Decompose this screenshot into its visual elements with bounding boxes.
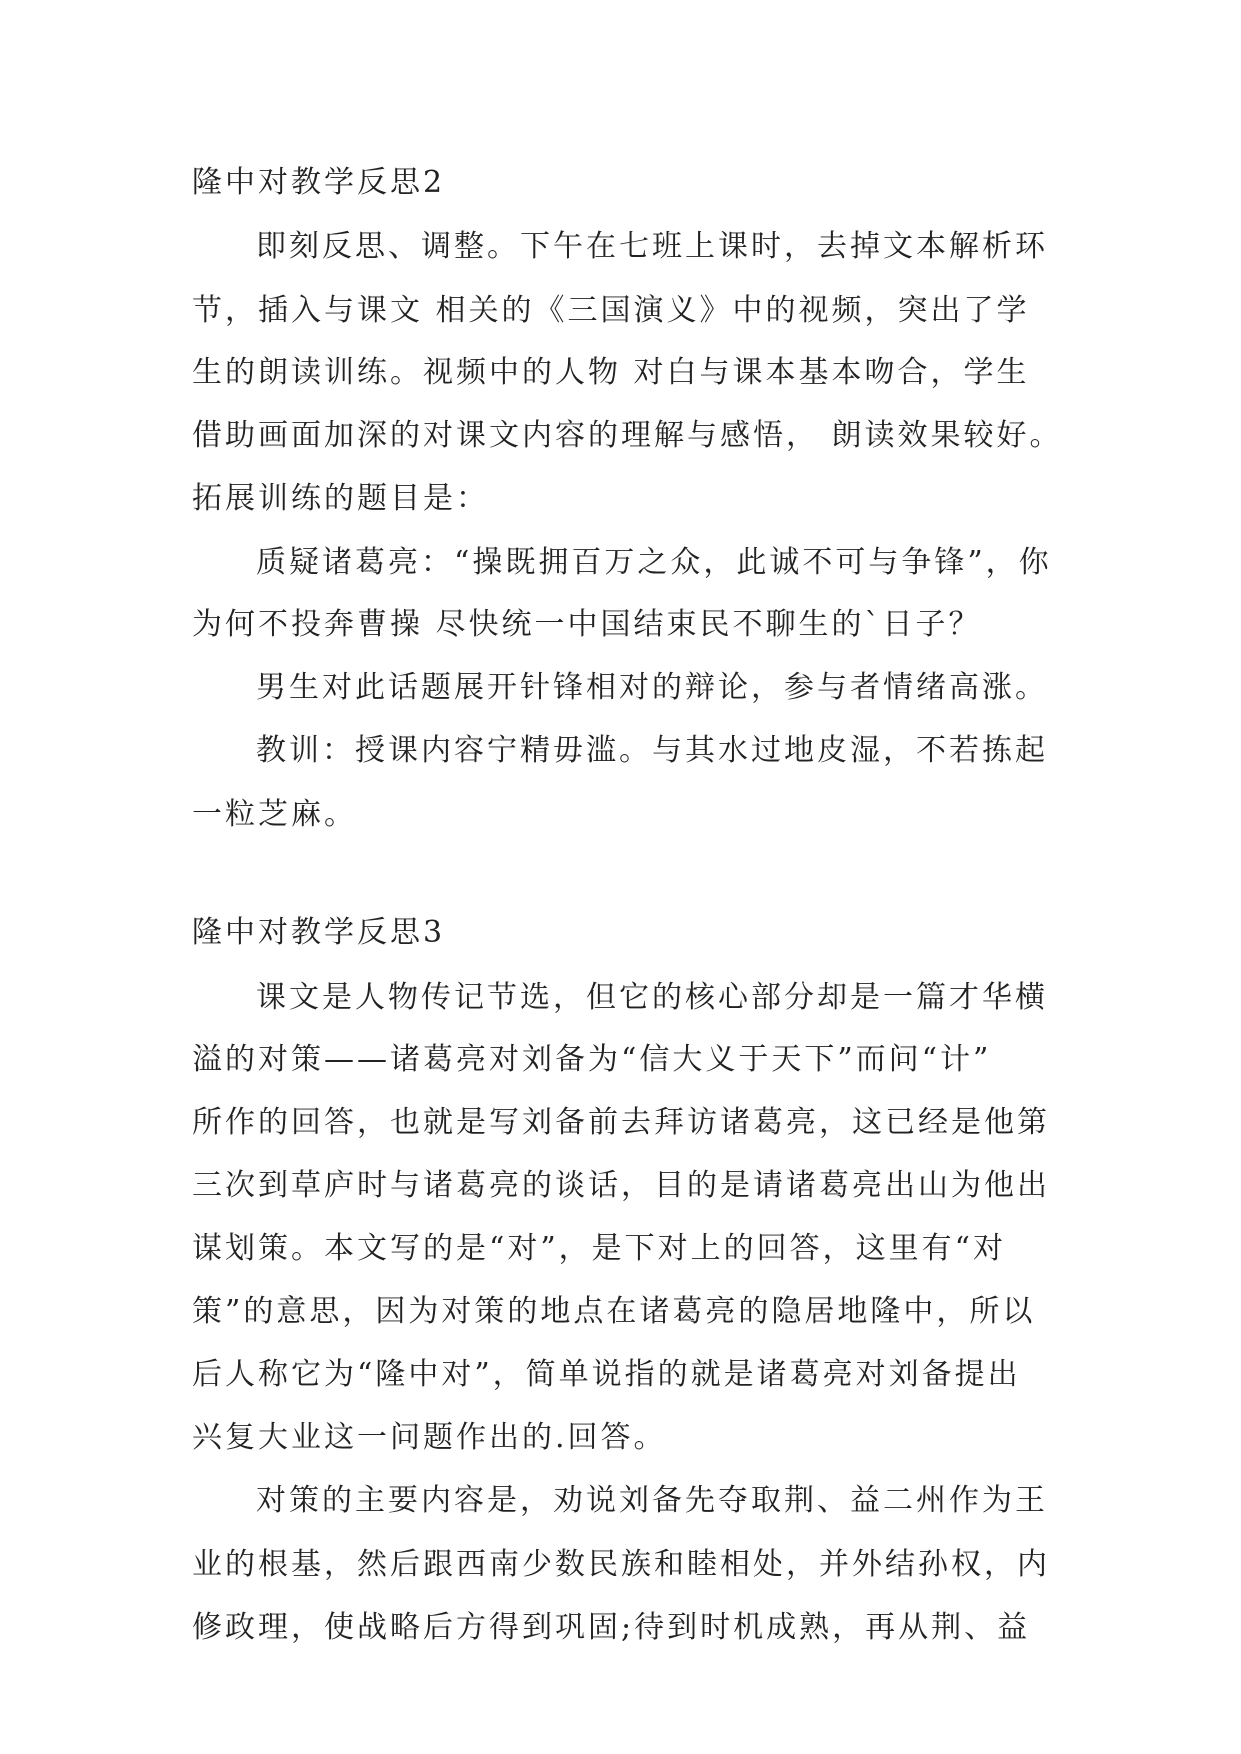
- paragraph-line: 溢的对策——诸葛亮对刘备为“信大义于天下”而问“计”: [192, 1042, 992, 1077]
- paragraph-line: 一粒芝麻。: [192, 797, 357, 832]
- paragraph-line: 谋划策。本文写的是“对”，是下对上的回答，这里有“对: [192, 1231, 1007, 1266]
- paragraph-line: 即刻反思、调整。下午在七班上课时，去掉文本解析环: [256, 229, 1048, 264]
- paragraph-line: 对策的主要内容是，劝说刘备先夺取荆、益二州作为王: [256, 1483, 1048, 1518]
- paragraph-line: 为何不投奔曹操 尽快统一中国结束民不聊生的`日子？: [192, 607, 982, 642]
- paragraph-line: 借助画面加深的对课文内容的理解与感悟， 朗读效果较好。: [192, 418, 1063, 453]
- paragraph-line: 所作的回答，也就是写刘备前去拜访诸葛亮，这已经是他第: [192, 1105, 1050, 1140]
- paragraph-line: 拓展训练的题目是：: [192, 481, 489, 516]
- section-title: 隆中对教学反思3: [192, 915, 446, 950]
- paragraph-line: 业的根基，然后跟西南少数民族和睦相处，并外结孙权，内: [192, 1547, 1050, 1582]
- paragraph-line: 后人称它为“隆中对”，简单说指的就是诸葛亮对刘备提出: [192, 1357, 1021, 1392]
- paragraph-line: 质疑诸葛亮：“操既拥百万之众，此诚不可与争锋”，你: [256, 545, 1052, 580]
- paragraph-line: 生的朗读训练。视频中的人物 对白与课本基本吻合，学生: [192, 355, 1030, 390]
- paragraph-line: 修政理，使战略后方得到巩固;待到时机成熟，再从荆、益: [192, 1610, 1031, 1645]
- section-title: 隆中对教学反思2: [192, 165, 446, 200]
- paragraph-line: 策”的意思，因为对策的地点在诸葛亮的隐居地隆中，所以: [192, 1294, 1036, 1329]
- paragraph-line: 教训：授课内容宁精毋滥。与其水过地皮湿，不若拣起: [256, 733, 1048, 768]
- paragraph-line: 三次到草庐时与诸葛亮的谈话，目的是请诸葛亮出山为他出: [192, 1168, 1050, 1203]
- paragraph-line: 男生对此话题展开针锋相对的辩论，参与者情绪高涨。: [256, 670, 1048, 705]
- paragraph-line: 课文是人物传记节选，但它的核心部分却是一篇才华横: [256, 980, 1048, 1015]
- paragraph-line: 节，插入与课文 相关的《三国演义》中的视频，突出了学: [192, 293, 1030, 328]
- paragraph-line: 兴复大业这一问题作出的.回答。: [192, 1420, 667, 1455]
